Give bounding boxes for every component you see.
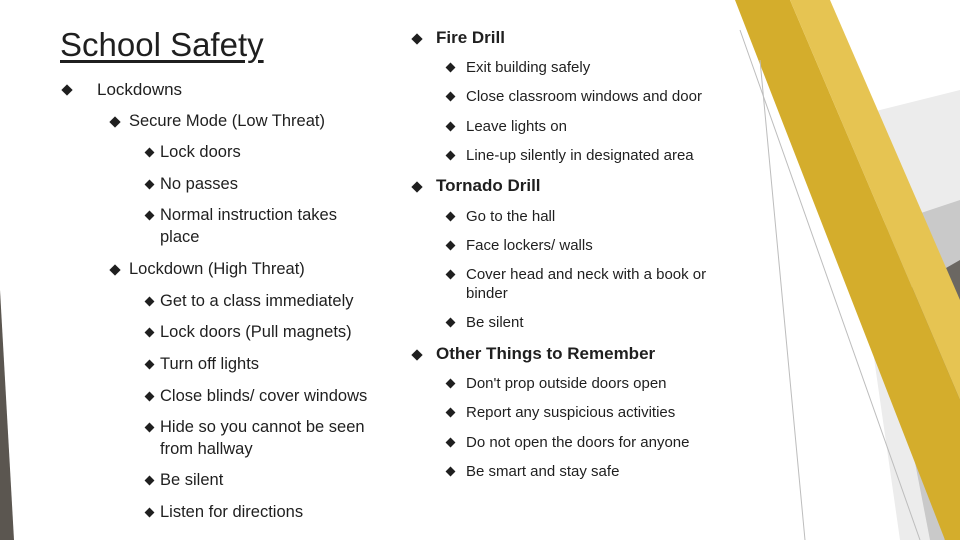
secure-mode-item: No passes bbox=[160, 175, 238, 193]
secure-mode-item: Normal instruction takes bbox=[160, 206, 337, 224]
lockdown-item: Turn off lights bbox=[160, 355, 260, 373]
lockdown-item: Hide so you cannot be seen bbox=[160, 418, 365, 436]
secure-mode-heading: Secure Mode (Low Threat) bbox=[129, 112, 325, 130]
tornado-drill-item-continued: binder bbox=[466, 285, 508, 302]
slide-title: School Safety bbox=[60, 26, 264, 63]
other-things-item: Report any suspicious activities bbox=[466, 404, 676, 421]
lockdown-item: Listen for directions bbox=[160, 503, 304, 521]
tornado-drill-item: Be silent bbox=[466, 314, 524, 331]
left-dark-stripe bbox=[0, 290, 14, 540]
fire-drill-item: Leave lights on bbox=[466, 118, 567, 135]
lockdown-item-continued: from hallway bbox=[160, 440, 253, 458]
tornado-drill-item: Go to the hall bbox=[466, 208, 556, 225]
secure-mode-item-continued: place bbox=[160, 228, 200, 246]
lockdown-high-heading: Lockdown (High Threat) bbox=[129, 260, 305, 278]
fire-drill-item: Close classroom windows and door bbox=[466, 88, 702, 105]
lockdown-item: Be silent bbox=[160, 471, 224, 489]
lockdowns-heading: Lockdowns bbox=[97, 80, 183, 99]
other-things-item: Do not open the doors for anyone bbox=[466, 434, 690, 451]
fire-drill-heading: Fire Drill bbox=[436, 28, 505, 47]
secure-mode-item: Lock doors bbox=[160, 143, 241, 161]
tornado-drill-item: Face lockers/ walls bbox=[466, 237, 593, 254]
fire-drill-item: Line-up silently in designated area bbox=[466, 147, 694, 164]
lockdown-item: Get to a class immediately bbox=[160, 292, 354, 310]
fire-drill-item: Exit building safely bbox=[466, 59, 591, 76]
tornado-drill-heading: Tornado Drill bbox=[436, 176, 541, 195]
lockdown-item: Close blinds/ cover windows bbox=[160, 387, 368, 405]
tornado-drill-item: Cover head and neck with a book or bbox=[466, 266, 707, 283]
other-things-item: Be smart and stay safe bbox=[466, 463, 620, 480]
other-things-item: Don't prop outside doors open bbox=[466, 375, 667, 392]
lockdown-item: Lock doors (Pull magnets) bbox=[160, 323, 352, 341]
other-things-heading: Other Things to Remember bbox=[436, 344, 656, 363]
